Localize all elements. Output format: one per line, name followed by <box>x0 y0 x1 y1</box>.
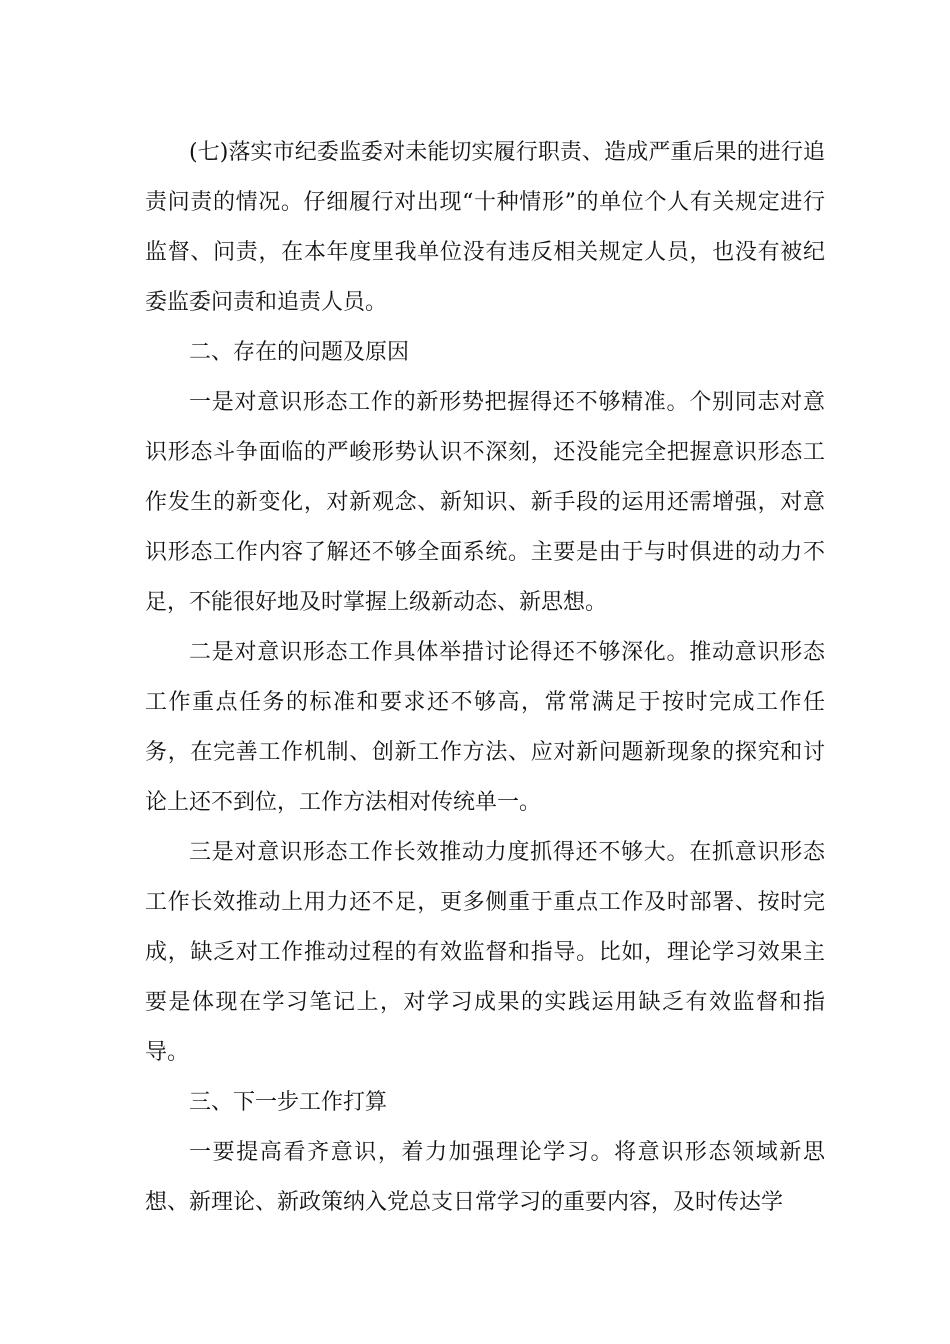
section-heading-problems: 二、存在的问题及原因 <box>189 340 410 365</box>
section-heading-next-steps: 三、下一步工作打算 <box>189 1090 388 1115</box>
paragraph-problem-three: 三是对意识形态工作长效推动力度抓得还不够大。在抓意识形态工作长效推动上用力还不足，更多侧重于重点工作及时部署、按时完成，缺乏对工作推动过程的有效监督和指导。比如，理论学习效果主要是体现在学习笔记上，对学习成果的实践运用缺乏有效监督和指导。 <box>145 840 825 1065</box>
paragraph-seven-accountability: (七)落实市纪委监委对未能切实履行职责、造成严重后果的进行追责问责的情况。仔细履行对出现“十种情形”的单位个人有关规定进行监督、问责，在本年度里我单位没有违反相关规定人员，也没有被纪委监委问责和追责人员。 <box>145 140 825 315</box>
paragraph-problem-two: 二是对意识形态工作具体举措讨论得还不够深化。推动意识形态工作重点任务的标准和要求还不够高，常常满足于按时完成工作任务，在完善工作机制、创新工作方法、应对新问题新现象的探究和讨论上还不到位，工作方法相对传统单一。 <box>145 640 825 815</box>
paragraph-plan-one: 一要提高看齐意识，着力加强理论学习。将意识形态领域新思想、新理论、新政策纳入党总支日常学习的重要内容，及时传达学 <box>145 1140 825 1215</box>
document-body <box>145 128 825 1228</box>
paragraph-problem-one: 一是对意识形态工作的新形势把握得还不够精准。个别同志对意识形态斗争面临的严峻形势认识不深刻，还没能完全把握意识形态工作发生的新变化，对新观念、新知识、新手段的运用还需增强，对意识形态工作内容了解还不够全面系统。主要是由于与时俱进的动力不足，不能很好地及时掌握上级新动态、新思想。 <box>145 390 825 615</box>
